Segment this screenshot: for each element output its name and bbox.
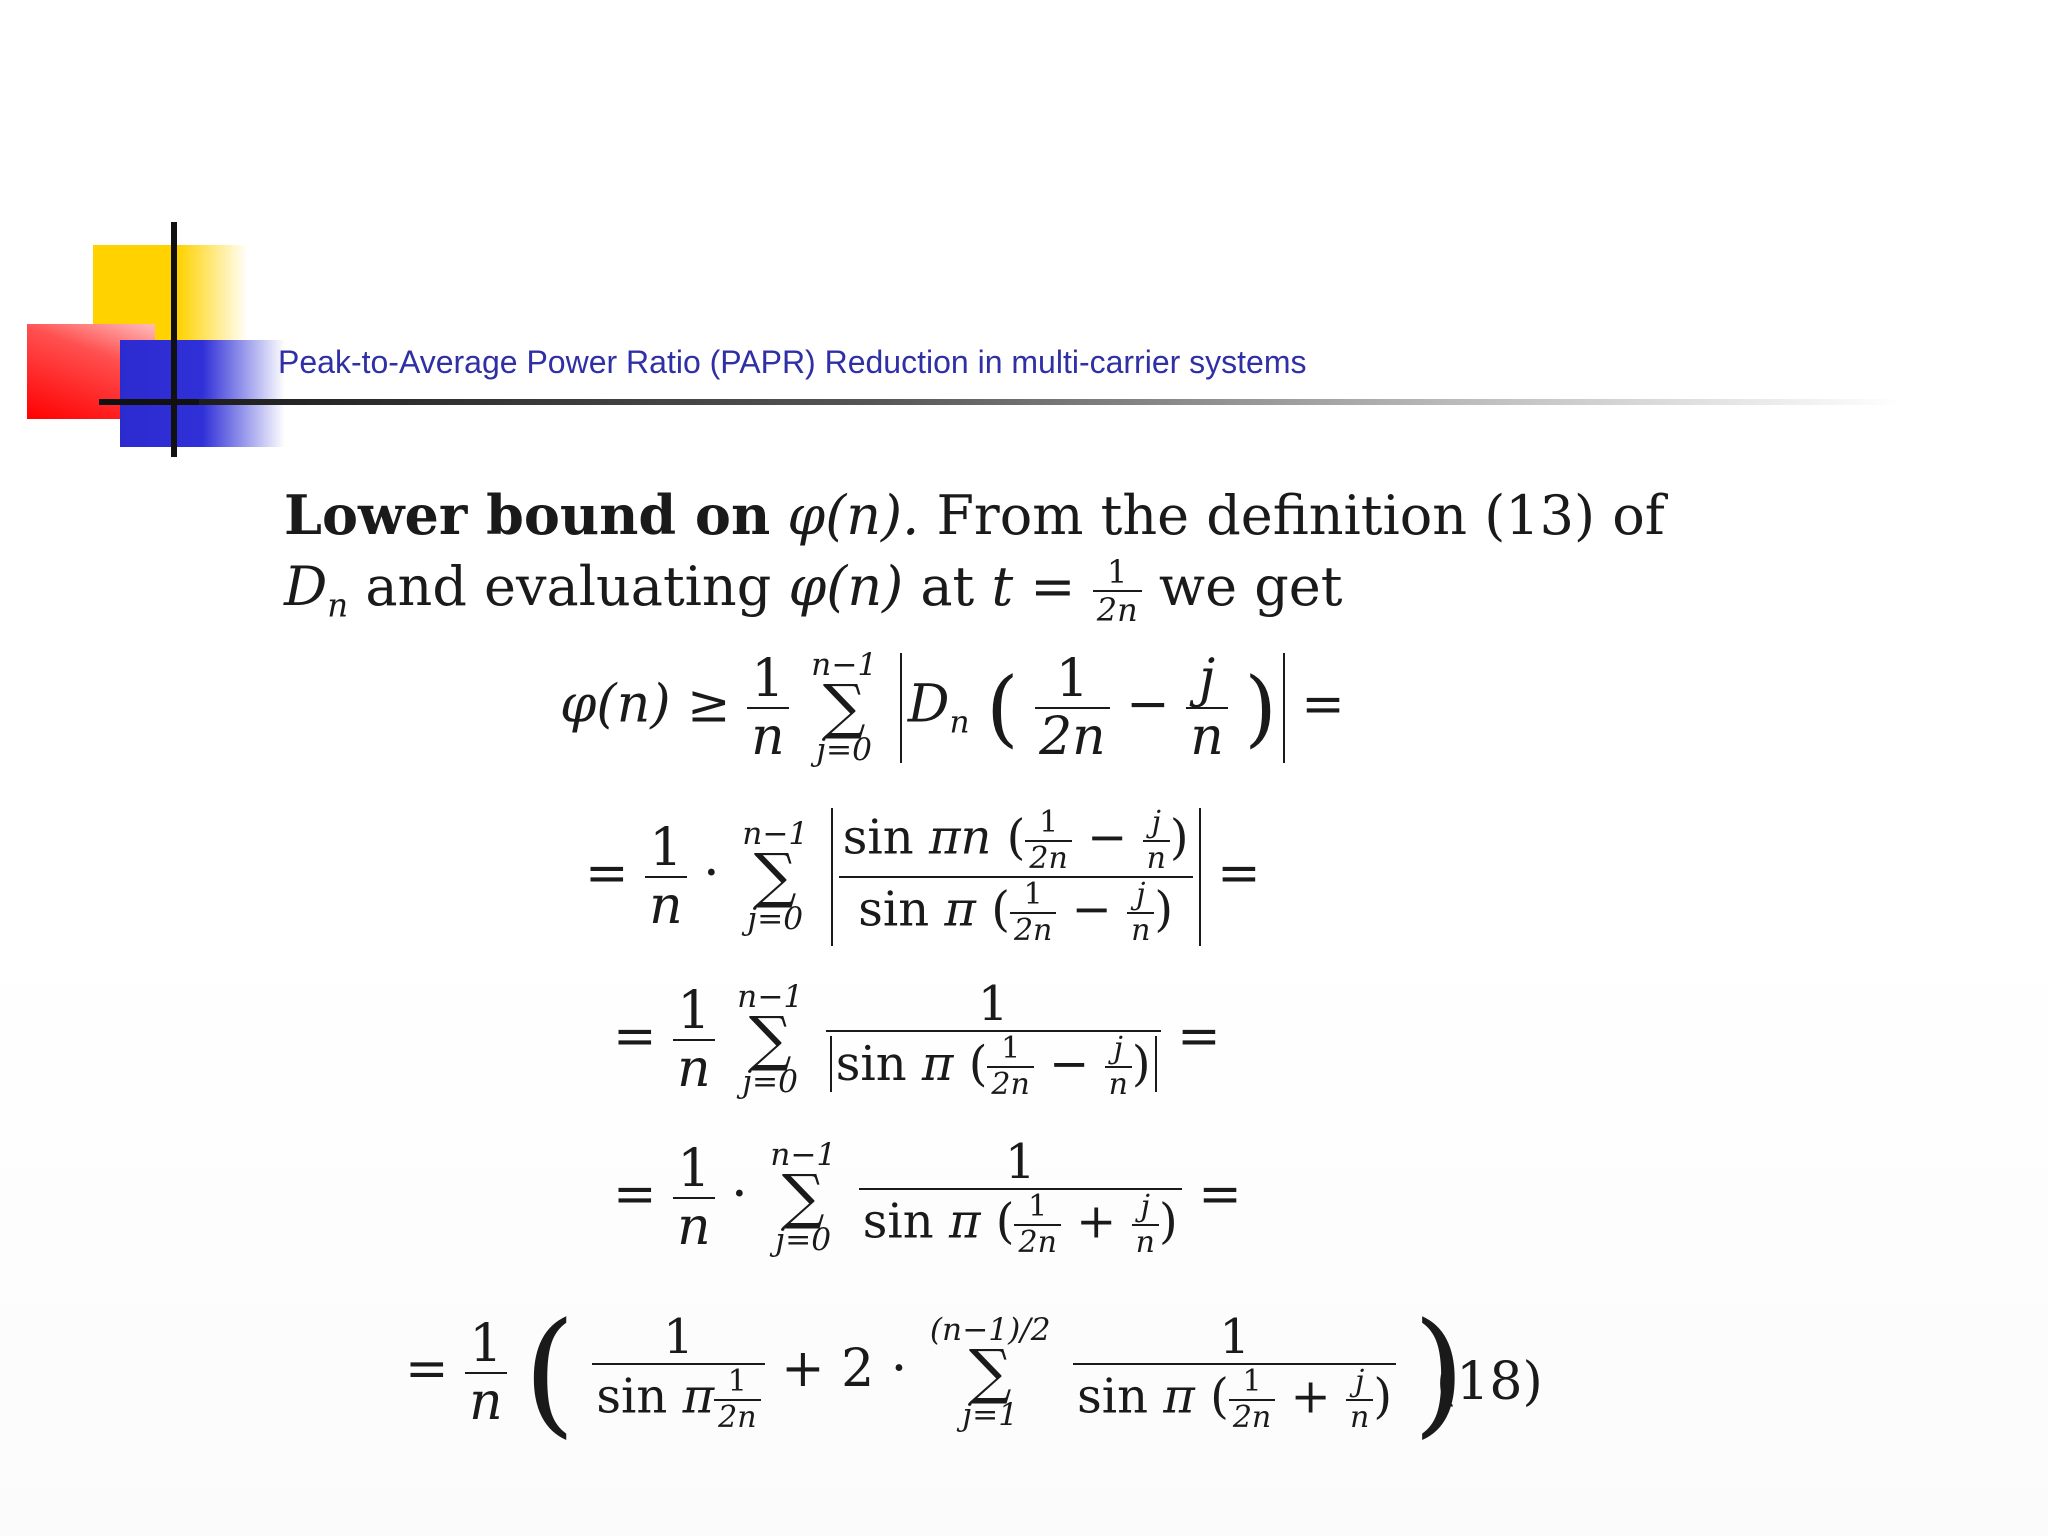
equation-line-5: = $\frac{1}{n}$ ( 1 sin π $\frac{1}{2n}$ + 2 · (n−1)/2 ∑ j=1 1 sin π ( $\frac{1}{2n}$ + $\frac{j}{n}$ ) )	[405, 1294, 1466, 1451]
eq5-lhs: =	[405, 1339, 449, 1400]
title-rule	[180, 399, 1900, 405]
inline-fraction-den: 2n	[1096, 591, 1138, 629]
equation-number: (18)	[1436, 1352, 1543, 1412]
D-symbol: D	[284, 555, 328, 618]
logo-blue-square	[120, 340, 285, 447]
intro-line-1	[284, 483, 1665, 547]
D-subscript: n	[327, 586, 349, 625]
eq4-lhs: =	[613, 1164, 657, 1225]
eq5-first-term: 1 sin π $\frac{1}{2n}$	[592, 1313, 764, 1433]
equation-line-2: = $\frac{1}{n}$ · n−1 ∑ j=0 sin πn ( $\frac{1}{2n}$ − $\frac{j}{n}$ ) sin π ( $\frac{1}{2n}$ − $\frac{j}{n}$ ) =	[585, 805, 1261, 948]
eq2-one-over-n: $\frac{1}{n}$	[645, 822, 687, 932]
equation-line-3: = $\frac{1}{n}$ n−1 ∑ j=0 1 sin π ( $\frac{1}{2n}$ − $\frac{j}{n}$ ) =	[613, 976, 1221, 1102]
intro-line-2	[284, 553, 1343, 629]
equation-line-1: φ(n) ≥ $\frac{1}{n}$ n−1 ∑ j=0 $D_n$ ( $\frac{1}{2n}$ − $\frac{j}{n}$ ) =	[560, 647, 1345, 769]
inline-fraction	[1093, 553, 1142, 629]
logo-cross-horizontal	[99, 399, 199, 405]
definition-text: From the definition (13) of	[936, 484, 1665, 547]
eq5-sum: (n−1)/2 ∑ j=1	[929, 1311, 1051, 1433]
logo-cross-vertical	[171, 222, 177, 457]
equation-line-4: = $\frac{1}{n}$ · n−1 ∑ j=0 1 sin π ( $\frac{1}{2n}$ + $\frac{j}{n}$ ) =	[613, 1134, 1242, 1260]
at-text: at	[920, 555, 975, 618]
eq4-one-over-n: $\frac{1}{n}$	[673, 1143, 715, 1253]
eq4-sum: n−1 ∑ j=0	[770, 1136, 837, 1258]
eq2-abs: sin πn ( $\frac{1}{2n}$ − $\frac{j}{n}$ ) sin π ( $\frac{1}{2n}$ − $\frac{j}{n}$ )	[831, 808, 1201, 946]
we-get-text: we get	[1158, 555, 1343, 618]
eq2-sum: n−1 ∑ j=0	[742, 815, 809, 937]
t-equals: t =	[991, 555, 1076, 618]
eq5-one-over-n: $\frac{1}{n}$	[465, 1318, 507, 1428]
phi-n-inline-2: φ(n)	[788, 555, 904, 618]
eq4-fraction: 1 sin π ( $\frac{1}{2n}$ + $\frac{j}{n}$ )	[859, 1138, 1182, 1258]
evaluating-text: and evaluating	[365, 555, 772, 618]
eq1-one-over-n: $\frac{1}{n}$	[747, 653, 789, 763]
slide-title: Peak-to-Average Power Ratio (PAPR) Reduction in multi-carrier systems	[278, 344, 1307, 380]
eq1-sum: n−1 ∑ j=0	[811, 647, 878, 769]
eq3-one-over-n: $\frac{1}{n}$	[673, 985, 715, 1095]
inline-fraction-num: 1	[1093, 556, 1142, 592]
eq3-fraction: 1 sin π ( $\frac{1}{2n}$ − $\frac{j}{n}$ )	[826, 980, 1161, 1100]
lower-bound-heading: Lower bound on	[284, 483, 771, 547]
eq3-lhs: =	[613, 1006, 657, 1067]
phi-n-inline: φ(n).	[787, 484, 920, 547]
eq1-lhs: φ(n) ≥	[560, 674, 731, 735]
eq1-abs: $D_n$ ( $\frac{1}{2n}$ − $\frac{j}{n}$ )	[900, 653, 1285, 763]
eq3-sum: n−1 ∑ j=0	[737, 978, 804, 1100]
eq5-second-term: 1 sin π ( $\frac{1}{2n}$ + $\frac{j}{n}$ )	[1073, 1313, 1396, 1433]
eq2-lhs: =	[585, 843, 629, 904]
